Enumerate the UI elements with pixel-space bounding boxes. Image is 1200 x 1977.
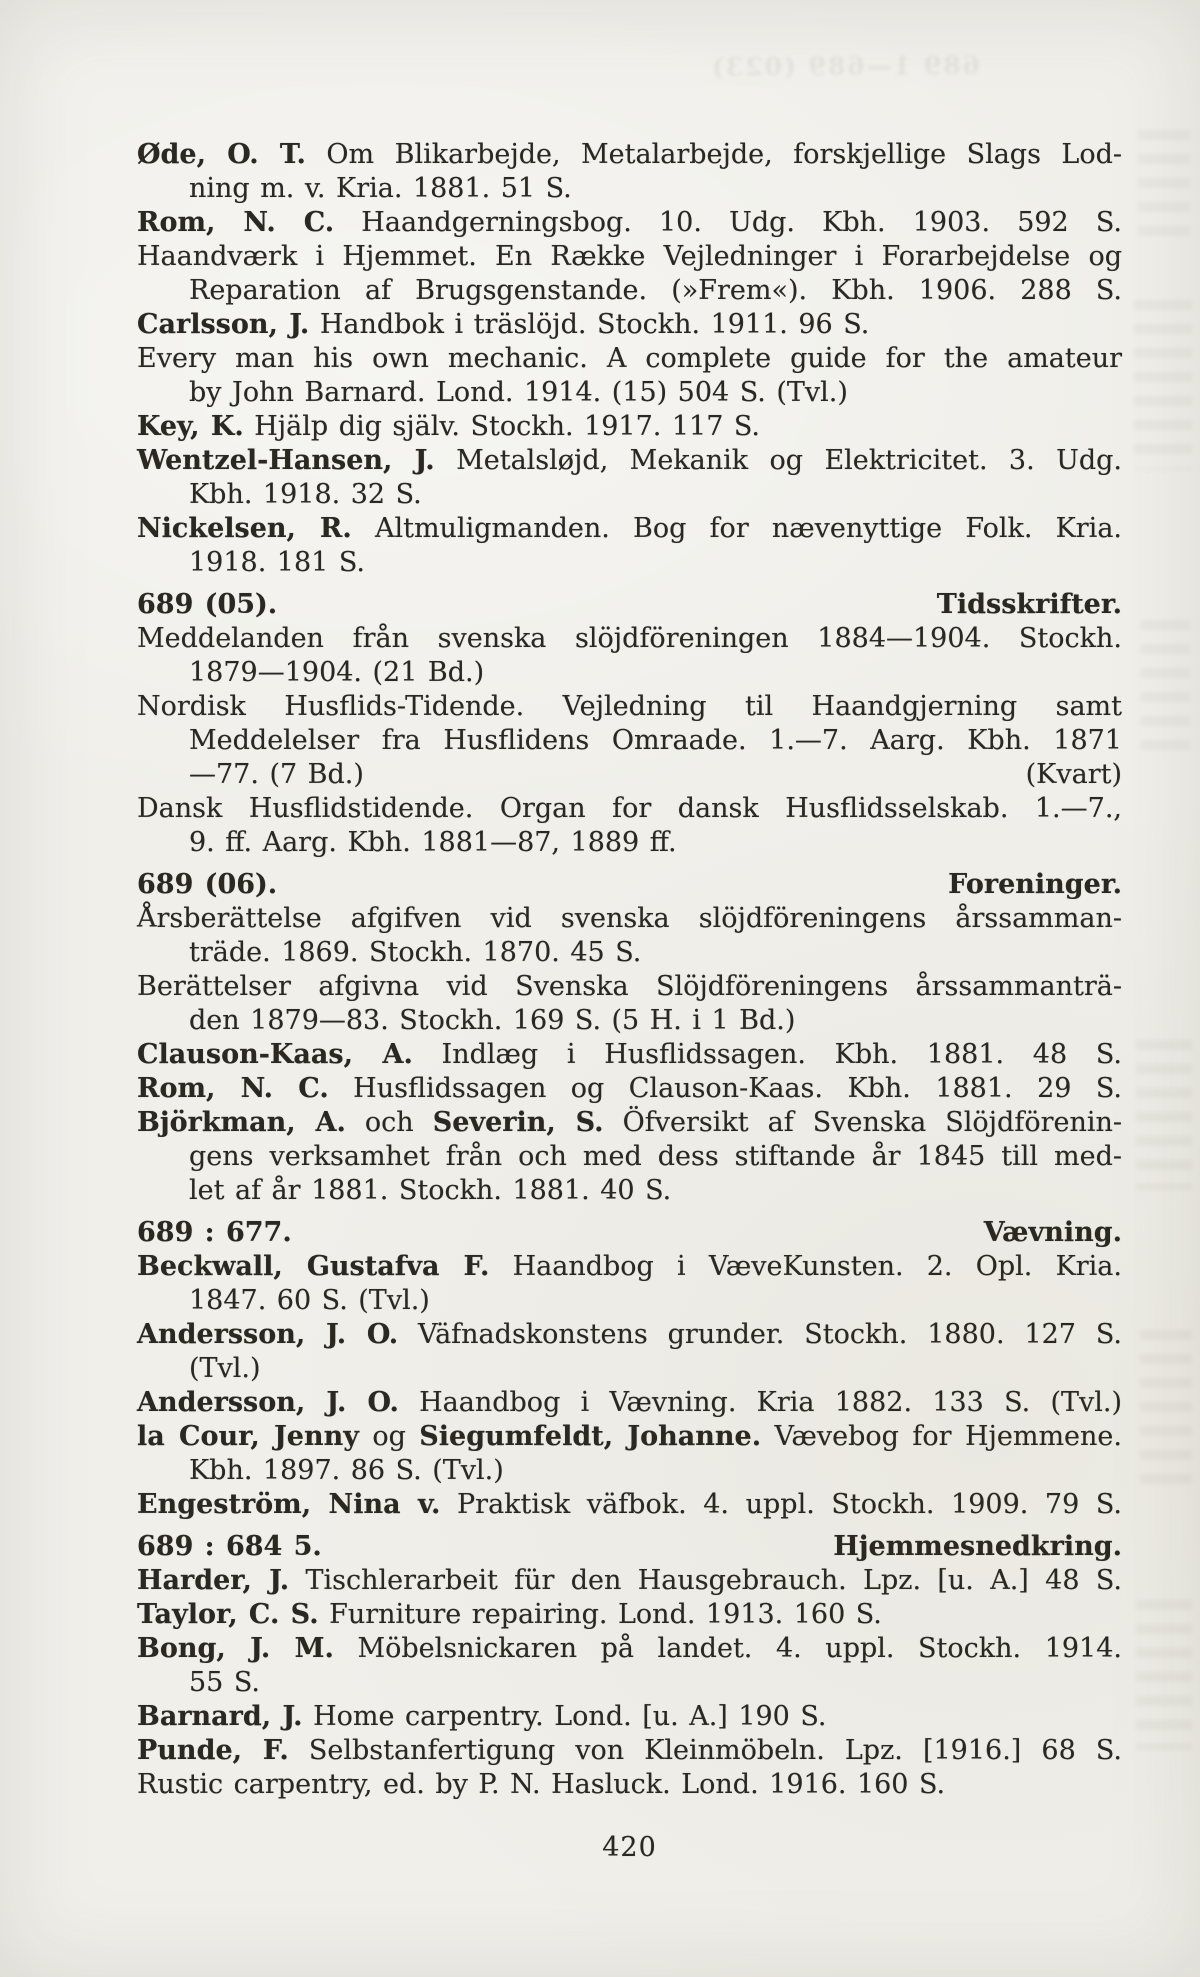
entry-text: träde. 1869. Stockh. 1870. 45 S. bbox=[189, 937, 642, 968]
section-heading bbox=[137, 1216, 1122, 1250]
bibliography-line bbox=[137, 1666, 1122, 1700]
line-text bbox=[189, 827, 677, 858]
entry-text: Home carpentry. Lond. [u. A.] 190 S. bbox=[302, 1701, 827, 1732]
author-name: Taylor, C. S. bbox=[137, 1599, 319, 1630]
bibliography-line bbox=[137, 1598, 1122, 1632]
entry-text: Årsberättelse afgifven vid svenska slöjdföreningens årssamman- bbox=[137, 903, 1122, 934]
author-name: Andersson, J. O. bbox=[137, 1319, 399, 1350]
line-text bbox=[189, 173, 572, 204]
author-name: Øde, O. T. bbox=[137, 139, 306, 170]
bibliography-line bbox=[137, 1632, 1122, 1666]
line-text bbox=[137, 1107, 1122, 1138]
line-text bbox=[189, 275, 1122, 306]
line-text bbox=[137, 1735, 1122, 1766]
bibliography-line bbox=[137, 138, 1122, 172]
entry-text: Meddelanden från svenska slöjdföreningen 1884—1904. Stockh. bbox=[137, 623, 1122, 654]
entry-text: Haandbog i VæveKunsten. 2. Opl. Kria. bbox=[489, 1251, 1122, 1282]
entry-text: den 1879—83. Stockh. 169 S. (5 H. i 1 Bd.) bbox=[189, 1005, 796, 1036]
bibliography-line bbox=[137, 1454, 1122, 1488]
line-text bbox=[137, 793, 1122, 824]
bibliography-line bbox=[137, 622, 1122, 656]
bibliography-line bbox=[137, 724, 1122, 758]
entry-text: 9. ff. Aarg. Kbh. 1881—87, 1889 ff. bbox=[189, 827, 677, 858]
line-text bbox=[189, 377, 848, 408]
bibliography-line bbox=[137, 826, 1122, 860]
line-text bbox=[137, 971, 1122, 1002]
line-text bbox=[137, 1251, 1122, 1282]
author-name: Andersson, J. O. bbox=[137, 1387, 399, 1418]
bibliography-line bbox=[137, 758, 1122, 792]
author-name: Nickelsen, R. bbox=[137, 513, 352, 544]
entry-text: Altmuligmanden. Bog for nævenyttige Folk. Kria. bbox=[351, 513, 1122, 544]
line-text bbox=[189, 657, 484, 688]
bibliography-line bbox=[137, 792, 1122, 826]
section-number: 689 : 684 5. bbox=[137, 1531, 322, 1562]
bleed-through-artifact bbox=[1140, 620, 1190, 750]
author-name: Key, K. bbox=[137, 411, 244, 442]
bibliography-line bbox=[137, 1174, 1122, 1208]
author-name: Bong, J. M. bbox=[137, 1633, 334, 1664]
bibliography-line bbox=[137, 1564, 1122, 1598]
bibliography-line bbox=[137, 1250, 1122, 1284]
line-text bbox=[137, 903, 1122, 934]
line-text bbox=[137, 309, 869, 340]
bibliography-line bbox=[137, 512, 1122, 546]
entry-text: Väfnadskonstens grunder. Stockh. 1880. 127 S. bbox=[398, 1319, 1122, 1350]
entry-text: Kbh. 1918. 32 S. bbox=[189, 479, 422, 510]
bibliography-line bbox=[137, 1420, 1122, 1454]
line-text bbox=[189, 547, 365, 578]
entry-text: Selbstanfertigung von Kleinmöbeln. Lpz. [1916.] 68 S. bbox=[288, 1735, 1122, 1766]
entry-text: Nordisk Husflids-Tidende. Vejledning til Haandgjerning samt bbox=[137, 691, 1122, 722]
line-text bbox=[137, 1599, 882, 1630]
bibliography-line bbox=[137, 240, 1122, 274]
author-name: Björkman, A. bbox=[137, 1107, 346, 1138]
line-text bbox=[137, 623, 1122, 654]
line-text bbox=[137, 1421, 1122, 1452]
bibliography-line bbox=[137, 206, 1122, 240]
line-text bbox=[137, 139, 1122, 170]
entry-text: 1918. 181 S. bbox=[189, 547, 365, 578]
line-text bbox=[189, 1141, 1122, 1172]
author-name: Engeström, Nina v. bbox=[137, 1489, 441, 1520]
bleed-through-artifact bbox=[1136, 1040, 1192, 1190]
entry-text: Meddelelser fra Husflidens Omraade. 1.—7. Aarg. Kbh. 1871 bbox=[189, 725, 1122, 756]
section-title: Hjemmesnedkring. bbox=[833, 1531, 1122, 1562]
section-title: Vævning. bbox=[983, 1217, 1122, 1248]
line-text bbox=[137, 241, 1122, 272]
bibliography-line bbox=[137, 1768, 1122, 1802]
entry-text: Haandværk i Hjemmet. En Række Vejledninger i Forarbejdelse og bbox=[137, 241, 1122, 272]
bleed-through-artifact bbox=[1138, 130, 1190, 240]
entry-text: 1847. 60 S. (Tvl.) bbox=[189, 1285, 430, 1316]
bibliography-line bbox=[137, 1734, 1122, 1768]
line-text bbox=[189, 1175, 671, 1206]
section-number: 689 (05). bbox=[137, 589, 278, 620]
section-number: 689 (06). bbox=[137, 869, 278, 900]
author-name: Siegumfeldt, Johanne. bbox=[419, 1421, 762, 1452]
entry-text: Handbok i träslöjd. Stockh. 1911. 96 S. bbox=[309, 309, 870, 340]
entry-text: 55 S. bbox=[189, 1667, 260, 1698]
entry-text: Reparation af Brugsgenstande. (»Frem«). Kbh. 1906. 288 S. bbox=[189, 275, 1122, 306]
entry-text: Indlæg i Husflidssagen. Kbh. 1881. 48 S. bbox=[412, 1039, 1122, 1070]
bleed-through-ghost-text: 689 1—689 (023) bbox=[709, 50, 981, 82]
entry-text: Kbh. 1897. 86 S. (Tvl.) bbox=[189, 1455, 504, 1486]
author-name: Carlsson, J. bbox=[137, 309, 310, 340]
entry-text: og bbox=[358, 1421, 420, 1452]
bibliography-line bbox=[137, 1106, 1122, 1140]
bibliography-line bbox=[137, 376, 1122, 410]
author-name: Wentzel-Hansen, J. bbox=[137, 445, 435, 476]
line-text bbox=[137, 691, 1122, 722]
author-name: Beckwall, Gustafva F. bbox=[137, 1251, 490, 1282]
line-text bbox=[137, 1633, 1122, 1664]
line-text bbox=[137, 513, 1122, 544]
line-text bbox=[189, 1285, 430, 1316]
entry-text: Haandgerningsbog. 10. Udg. Kbh. 1903. 592 S. bbox=[334, 207, 1122, 238]
bibliography-line bbox=[137, 308, 1122, 342]
bibliography-line bbox=[137, 410, 1122, 444]
line-text bbox=[137, 1701, 826, 1732]
entry-text: —77. (7 Bd.) bbox=[189, 759, 364, 790]
section-heading bbox=[137, 588, 1122, 622]
bibliography-line bbox=[137, 1004, 1122, 1038]
entry-text: Rustic carpentry, ed. by P. N. Hasluck. Lond. 1916. 160 S. bbox=[137, 1769, 946, 1800]
entry-text: Möbelsnickaren på landet. 4. uppl. Stockh. 1914. bbox=[333, 1633, 1122, 1664]
section-heading bbox=[137, 1530, 1122, 1564]
bibliography-line bbox=[137, 902, 1122, 936]
bibliography-line bbox=[137, 936, 1122, 970]
bibliography-line bbox=[137, 1140, 1122, 1174]
bibliography-line bbox=[137, 478, 1122, 512]
line-text bbox=[137, 445, 1122, 476]
entry-text: ning m. v. Kria. 1881. 51 S. bbox=[189, 173, 572, 204]
entry-text: Vævebog for Hjemmene. bbox=[761, 1421, 1122, 1452]
author-name: Clauson-Kaas, A. bbox=[137, 1039, 413, 1070]
bibliography-line bbox=[137, 656, 1122, 690]
line-text bbox=[137, 343, 1122, 374]
author-name: Rom, N. C. bbox=[137, 1073, 329, 1104]
section-heading bbox=[137, 868, 1122, 902]
entry-text: gens verksamhet från och med dess stiftande år 1845 till med- bbox=[189, 1141, 1122, 1172]
entry-text: Öfversikt af Svenska Slöjdförenin- bbox=[603, 1107, 1123, 1138]
entry-text: let af år 1881. Stockh. 1881. 40 S. bbox=[189, 1175, 672, 1206]
author-name: Punde, F. bbox=[137, 1735, 289, 1766]
right-note: (Kvart) bbox=[1025, 759, 1122, 790]
bibliography-line bbox=[137, 1700, 1122, 1734]
entry-text: Metalsløjd, Mekanik og Elektricitet. 3. Udg. bbox=[434, 445, 1122, 476]
entry-text: Berättelser afgivna vid Svenska Slöjdföreningens årssammanträ- bbox=[137, 971, 1122, 1002]
line-text bbox=[137, 1387, 1122, 1418]
bibliography-line bbox=[137, 1038, 1122, 1072]
line-text bbox=[189, 937, 641, 968]
bibliography-line bbox=[137, 690, 1122, 724]
line-text bbox=[137, 1565, 1122, 1596]
line-text bbox=[137, 207, 1122, 238]
bibliography-line bbox=[137, 274, 1122, 308]
bleed-through-artifact bbox=[1140, 1330, 1192, 1490]
section-title: Foreninger. bbox=[948, 869, 1122, 900]
author-name: Severin, S. bbox=[432, 1107, 604, 1138]
line-text bbox=[137, 1769, 945, 1800]
bibliography-line bbox=[137, 1318, 1122, 1352]
entry-text: Husflidssagen og Clauson-Kaas. Kbh. 1881. 29 S. bbox=[328, 1073, 1122, 1104]
line-text bbox=[189, 725, 1122, 756]
bleed-through-artifact bbox=[1134, 300, 1192, 470]
bibliography-line bbox=[137, 342, 1122, 376]
line-text bbox=[137, 1073, 1122, 1104]
entry-text: och bbox=[345, 1107, 433, 1138]
bibliography-line bbox=[137, 1284, 1122, 1318]
entry-text: Haandbog i Vævning. Kria 1882. 133 S. (Tvl.) bbox=[398, 1387, 1122, 1418]
line-text bbox=[137, 1489, 1122, 1520]
entry-text: Om Blikarbejde, Metalarbejde, forskjellige Slags Lod- bbox=[305, 139, 1123, 170]
bibliography-line bbox=[137, 1488, 1122, 1522]
line-text bbox=[189, 479, 422, 510]
page-number: 420 bbox=[602, 1832, 657, 1863]
entry-text: (Tvl.) bbox=[189, 1353, 261, 1384]
section-number: 689 : 677. bbox=[137, 1217, 292, 1248]
line-text bbox=[137, 1039, 1122, 1070]
bibliography-line bbox=[137, 1352, 1122, 1386]
bibliography-line bbox=[137, 444, 1122, 478]
bibliography-line bbox=[137, 1386, 1122, 1420]
line-text bbox=[189, 1455, 504, 1486]
author-name: la Cour, Jenny bbox=[137, 1421, 359, 1452]
entry-text: 1879—1904. (21 Bd.) bbox=[189, 657, 485, 688]
line-text bbox=[137, 1319, 1122, 1350]
line-text bbox=[189, 1667, 260, 1698]
line-text bbox=[137, 411, 760, 442]
entry-text: Every man his own mechanic. A complete guide for the amateur bbox=[137, 343, 1122, 374]
bibliography-line bbox=[137, 172, 1122, 206]
author-name: Barnard, J. bbox=[137, 1701, 303, 1732]
section-title: Tidsskrifter. bbox=[936, 589, 1122, 620]
line-text bbox=[189, 758, 364, 792]
line-text bbox=[189, 1353, 261, 1384]
bleed-through-artifact bbox=[1136, 1600, 1192, 1750]
entry-text: Hjälp dig själv. Stockh. 1917. 117 S. bbox=[243, 411, 760, 442]
entry-text: Tischlerarbeit für den Hausgebrauch. Lpz. [u. A.] 48 S. bbox=[289, 1565, 1122, 1596]
line-text bbox=[189, 1005, 795, 1036]
entry-text: Praktisk väfbok. 4. uppl. Stockh. 1909. 79 S. bbox=[440, 1489, 1122, 1520]
text-block bbox=[137, 138, 1122, 1802]
entry-text: Dansk Husflidstidende. Organ for dansk Husflidsselskab. 1.—7., bbox=[137, 793, 1122, 824]
entry-text: Furniture repairing. Lond. 1913. 160 S. bbox=[318, 1599, 882, 1630]
bibliography-line bbox=[137, 546, 1122, 580]
author-name: Rom, N. C. bbox=[137, 207, 335, 238]
bibliography-line bbox=[137, 1072, 1122, 1106]
author-name: Harder, J. bbox=[137, 1565, 290, 1596]
entry-text: by John Barnard. Lond. 1914. (15) 504 S. (Tvl.) bbox=[189, 377, 848, 408]
bibliography-line bbox=[137, 970, 1122, 1004]
